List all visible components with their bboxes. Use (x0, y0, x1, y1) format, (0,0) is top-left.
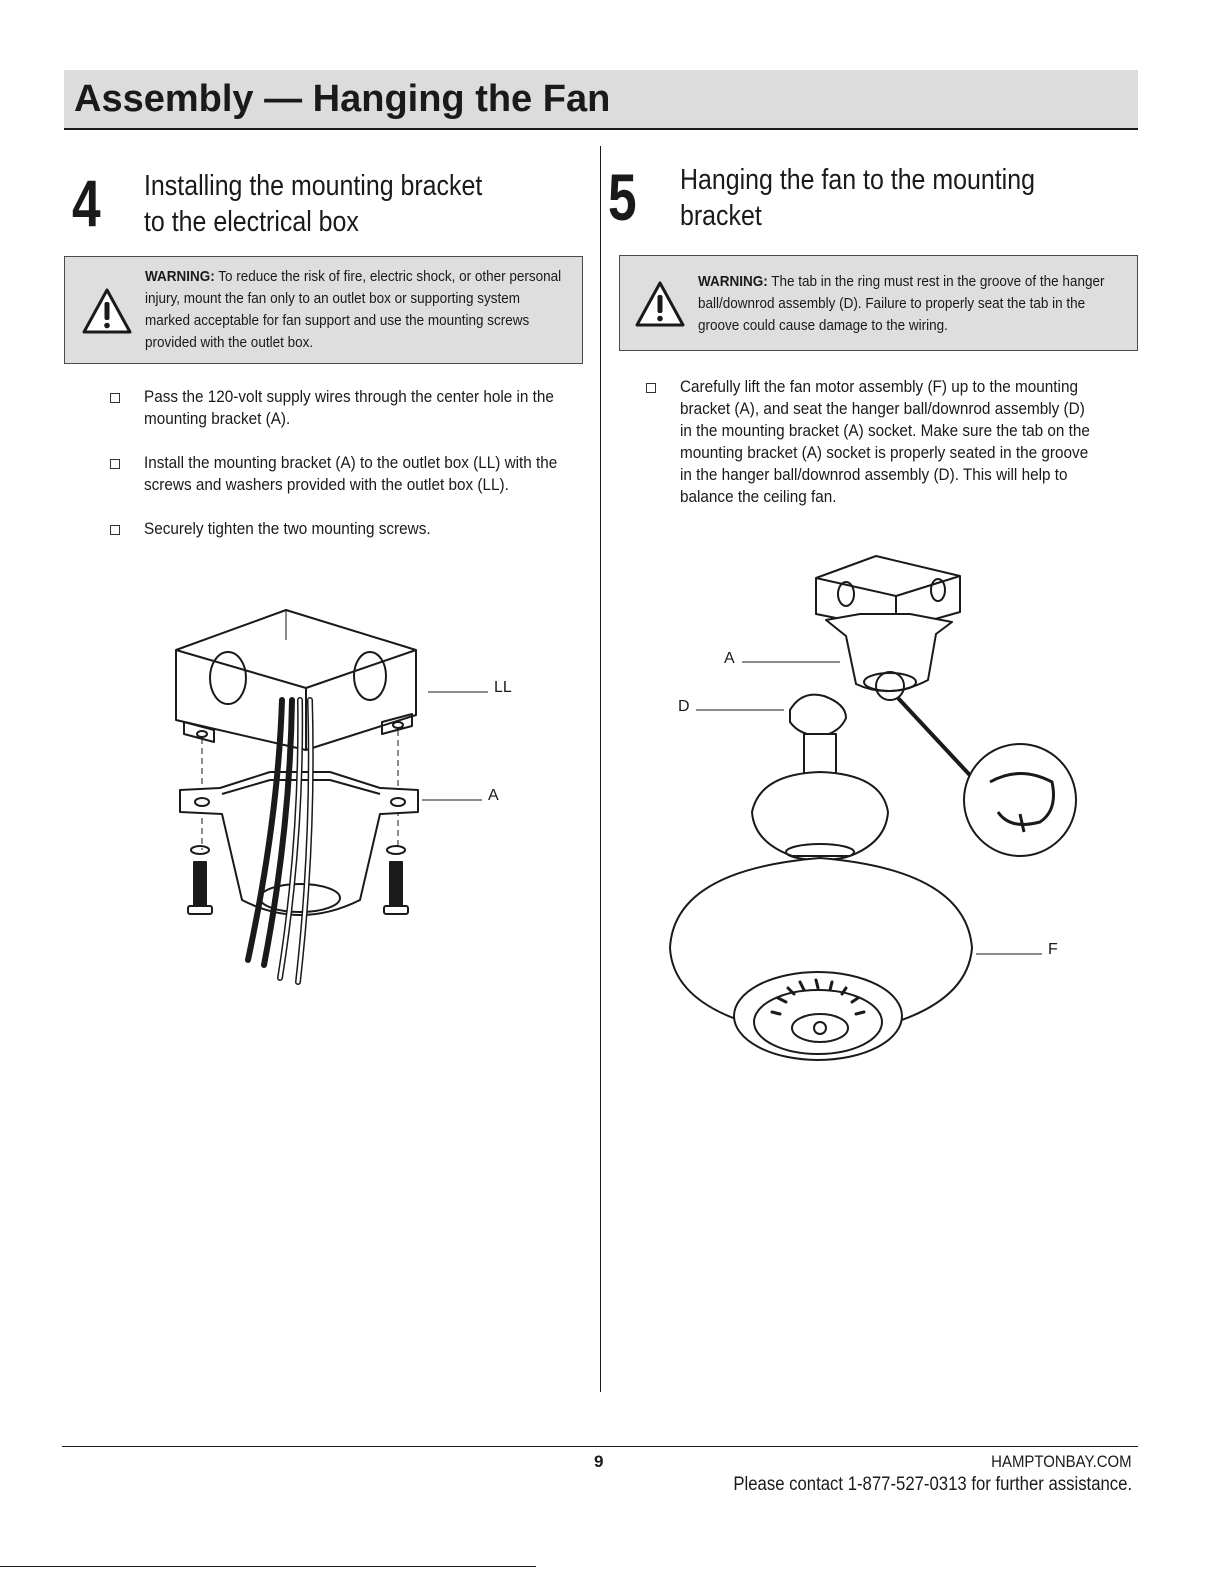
step-5-title-line1: Hanging the fan to the mounting (680, 164, 1035, 196)
step-5-title (680, 162, 1035, 234)
warning-body: The tab in the ring must rest in the groove of the hanger ball/downrod assembly (D). Failure to properly seat the tab in the groove could cause damage to the wiring. (698, 273, 1105, 334)
page-number: 9 (594, 1452, 604, 1471)
warning-triangle-icon (634, 280, 686, 328)
warning-body: To reduce the risk of fire, electric shock, or other personal injury, mount the fan only to an outlet box or supporting system marked acceptable for fan support and use the mounting screws provided with the outlet box. (145, 268, 562, 351)
step-4-title (144, 168, 482, 240)
step-5-title-line2: bracket (680, 200, 762, 232)
step-5-instructions (644, 376, 1114, 508)
label-bracket-a: A (724, 650, 735, 667)
checkbox-icon (646, 383, 656, 393)
step-5-number: 5 (608, 160, 637, 234)
step-5-warning-text (698, 271, 1121, 337)
checkbox-icon (110, 393, 120, 403)
step-4-instructions (108, 386, 578, 540)
label-outlet-box-ll: LL (494, 679, 512, 696)
label-motor-f: F (1048, 941, 1058, 958)
section-header (64, 70, 1138, 130)
column-divider (600, 146, 601, 1392)
footer-contact: Please contact 1-877-527-0313 for further assistance. (733, 1474, 1132, 1495)
step-4-warning-box (64, 256, 583, 364)
warning-label: WARNING: (145, 268, 215, 285)
step-4-number: 4 (72, 166, 101, 240)
list-item: Carefully lift the fan motor assembly (F) up to the mounting bracket (A), and seat the hanger ball/downrod assembly (D) in the mounting bracket (A) socket. Make sure the tab on the mounting bracket (A) socket is properly seated in the groove in the hanger ball/downrod assembly (D). This will help to balance the ceiling fan. (644, 376, 1114, 508)
warning-label: WARNING: (698, 273, 768, 290)
footer-website: HAMPTONBAY.COM (991, 1452, 1132, 1471)
list-item: Securely tighten the two mounting screws. (108, 518, 578, 540)
step-4-title-line2: to the electrical box (144, 206, 359, 238)
label-bracket-a: A (488, 787, 499, 804)
hanging-fan-illustration (660, 550, 1100, 1070)
bottom-divider (0, 1566, 536, 1567)
checkbox-icon (110, 525, 120, 535)
step-4-title-line1: Installing the mounting bracket (144, 170, 483, 202)
label-downrod-d: D (678, 698, 690, 715)
list-item: Install the mounting bracket (A) to the outlet box (LL) with the screws and washers provided with the outlet box (LL). (108, 452, 578, 496)
step-4-warning-text (145, 266, 568, 354)
mounting-bracket-illustration (160, 600, 540, 1000)
step-5-warning-box (619, 255, 1138, 351)
warning-triangle-icon (81, 287, 133, 335)
footer-divider (62, 1446, 1138, 1447)
list-item: Pass the 120-volt supply wires through the center hole in the mounting bracket (A). (108, 386, 578, 430)
page-title: Assembly — Hanging the Fan (74, 78, 611, 120)
checkbox-icon (110, 459, 120, 469)
